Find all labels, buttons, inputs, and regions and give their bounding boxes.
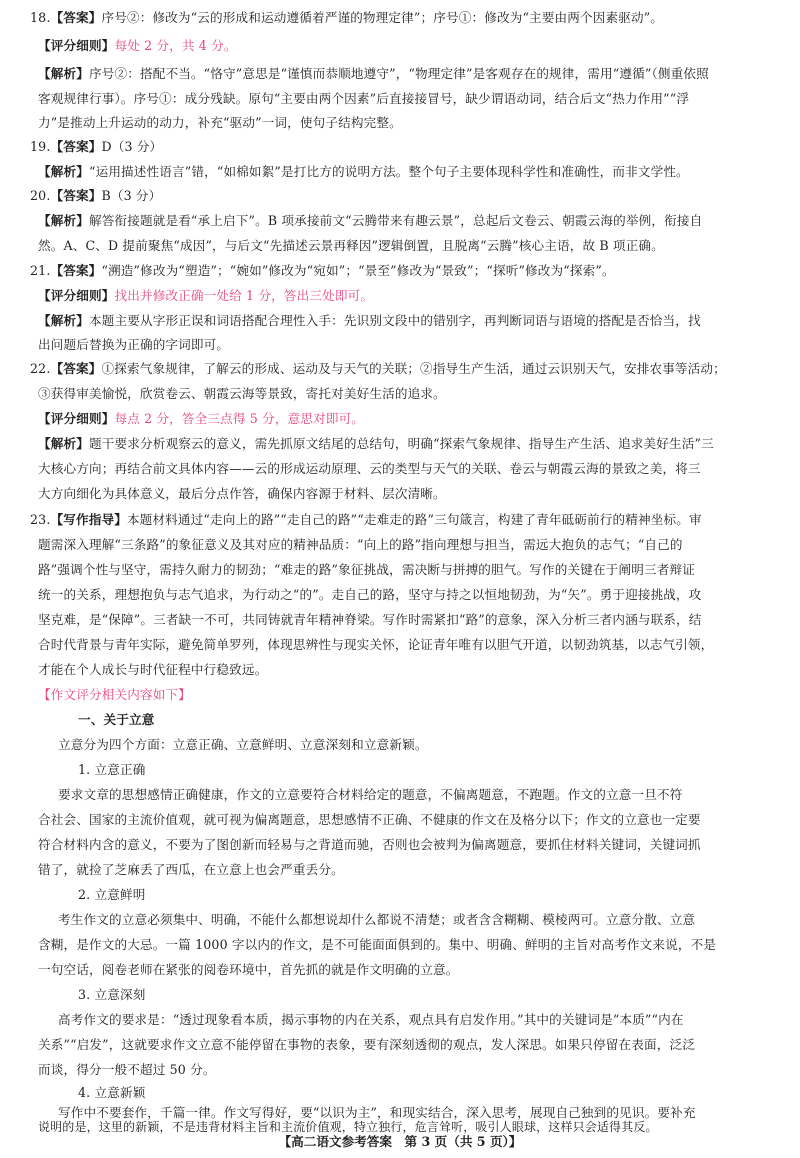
scoring-text: 每处 2 分，共 4 分。 xyxy=(114,38,237,53)
subsection-title: 4. 立意新颖 xyxy=(78,1085,146,1100)
q22-analysis-line: 大核心方向；再结合前文具体内容——云的形成运动原理、云的类型与天气的关联、卷云与朝霞云海的景致之美，将三 xyxy=(38,461,701,476)
paragraph-line: 符合材料内含的意义，不要为了图创新而轻易与之背道而驰，否则也会被判为偏离题意，要抓住材料关键词，关键词抓 xyxy=(38,837,701,852)
analysis-tag: 【解析】 xyxy=(38,436,89,451)
paragraph-line: 要求文章的思想感情正确健康，作文的立意要符合材料给定的题意，不偏离题意，不跑题。作文的立意一旦不符 xyxy=(58,787,683,802)
q18-scoring-line xyxy=(38,37,237,55)
q18-analysis-line: 【解析】序号②：搭配不当。“恪守”意思是“谨慎而恭顺地遵守”，“物理定律”是客观存在的规律，需用“遵循”（侧重依照 xyxy=(38,66,709,81)
q23-guide-line: 合时代背景与青年实际，避免简单罗列，体现思辨性与现实关怀，论证青年唯有以胆气开道，以韧劲筑基，以志气引领， xyxy=(38,637,714,652)
paragraph-line: 关系”“启发”，这就要求作文立意不能停留在事物的表象，要有深刻透彻的观点，发人深思。如果只停留在表面，泛泛 xyxy=(38,1037,695,1052)
answer-tag: 【答案】 xyxy=(50,361,102,376)
q23-guide-line: 统一的关系，理想抱负与志气追求，为行动之“的”。走自己的路，坚守与持之以恒地韧劲，为“矢”。勇于迎接挑战，攻 xyxy=(38,587,702,602)
q18-answer-line: 18.【答案】序号②：修改为“云的形成和运动遵循着严谨的物理定律”；序号①：修改为“主要由两个因素驱动”。 xyxy=(30,10,664,25)
q21-answer-line: 21.【答案】“溯造”修改为“塑造”；“婉如”修改为“宛如”；“景至”修改为“景致”；“探听”修改为“探索”。 xyxy=(30,263,615,278)
answer-tag: 【答案】 xyxy=(50,10,102,25)
q20-answer-line: 20.【答案】B（3 分） xyxy=(30,188,162,203)
paragraph-line: 高考作文的要求是：“透过现象看本质，揭示事物的内在关系，观点具有启发作用。”其中的关键词是“本质”“内在 xyxy=(58,1012,684,1027)
analysis-tag: 【解析】 xyxy=(38,213,89,228)
q23-guide-line: 才能在个人成长与时代征程中行稳致远。 xyxy=(38,662,268,677)
q18-analysis-line: 客观规律行事）。序号①：成分残缺。原句“主要由两个因素”后直接接冒号，缺少谓语动词，结合后文“热力作用”“浮 xyxy=(38,91,690,106)
page-footer: 【高二语文参考答案 第 3 页（共 5 页）】 xyxy=(278,1134,522,1149)
paragraph-line: 合社会、国家的主流价值观，就可视为偏离题意，思想感情不正确、不健康的作文在及格分以下；作文的立意也一定要 xyxy=(38,812,701,827)
q23-guide-line: 坚克难，是“保障”。三者缺一不可，共同铸就青年精神脊梁。写作时需紧扣“路”的意象，深入分析三者内涵与联系，结 xyxy=(38,612,702,627)
q23-guide-line: 路”强调个性与坚守，需持久耐力的韧劲；“难走的路”象征挑战，需决断与拼搏的胆气。写作的关键在于阐明三者辩证 xyxy=(38,562,695,577)
q18-analysis-line: 力”是推动上升运动的动力，补充“驱动”一词，使句子结构完整。 xyxy=(38,115,402,130)
q19-analysis-line: 【解析】“运用描述性语言”错，“如棉如絮”是打比方的说明方法。整个句子主要体现科学性和准确性，而非文学性。 xyxy=(38,164,689,179)
scoring-text: 找出并修改正确一处给 1 分，答出三处即可。 xyxy=(114,288,374,303)
paragraph-line: 写作中不要套作，千篇一律。作文写得好，要“以识为主”，和现实结合，深入思考，展现自己独到的见识。要补充 xyxy=(58,1105,696,1120)
answer-tag: 【答案】 xyxy=(50,139,102,154)
paragraph-line: 而谈，得分一般不超过 50 分。 xyxy=(38,1062,216,1077)
scoring-text: 每点 2 分，答全三点得 5 分，意思对即可。 xyxy=(114,411,365,426)
answer-tag: 【答案】 xyxy=(50,263,102,278)
paragraph-line: 考生作文的立意必须集中、明确，不能什么都想说却什么都说不清楚；或者含含糊糊、模棱两可。立意分散、立意 xyxy=(58,912,696,927)
scoring-tag: 【评分细则】 xyxy=(38,411,115,426)
q19-answer-line: 19.【答案】D（3 分） xyxy=(30,139,163,154)
subsection-title: 2. 立意鲜明 xyxy=(78,887,146,902)
essay-scoring-heading: 【作文评分相关内容如下】 xyxy=(38,687,191,702)
scoring-tag: 【评分细则】 xyxy=(38,38,115,53)
q20-analysis-line: 【解析】解答衔接题就是看“承上启下”。B 项承接前文“云腾带来有趣云景”，总起后文卷云、朝霞云海的举例，衔接自 xyxy=(38,213,703,228)
q23-guide-line: 题需深入理解“三条路”的象征意义及其对应的精神品质：“向上的路”指向理想与担当，需远大抱负的志气；“自己的 xyxy=(38,537,683,552)
section-title: 一、关于立意 xyxy=(78,712,155,727)
q22-analysis-line: 大方向细化为具体意义，最后分点作答，确保内容源于材料、层次清晰。 xyxy=(38,486,446,501)
subsection-title: 1. 立意正确 xyxy=(78,762,146,777)
analysis-tag: 【解析】 xyxy=(38,164,89,179)
q21-analysis-line: 出问题后替换为正确的字词即可。 xyxy=(38,337,230,352)
analysis-tag: 【解析】 xyxy=(38,313,89,328)
paragraph-line: 一句空话，阅卷老师在紧张的阅卷环境中，首先抓的就是作文明确的立意。 xyxy=(38,962,459,977)
section-intro: 立意分为四个方面：立意正确、立意鲜明、立意深刻和立意新颖。 xyxy=(58,737,428,752)
writing-guide-tag: 【写作指导】 xyxy=(50,512,127,527)
q20-analysis-line: 然。A、C、D 提前聚焦“成因”，与后文“先描述云景再释因”逻辑倒置，且脱离“云腾”核心主语，故 B 项正确。 xyxy=(38,238,664,253)
q21-scoring-line xyxy=(38,287,373,305)
paragraph-line: 说明的是，这里的新颖，不是违背材料主旨和主流价值观，特立独行，危言耸听，吸引人眼球，这样只会适得其反。 xyxy=(38,1120,658,1134)
q22-answer-line: 22.【答案】①探索气象规律，了解云的形成、运动及与天气的关联；②指导生产生活，通过云识别天气，安排农事等活动； xyxy=(30,361,726,376)
q22-analysis-line: 【解析】题干要求分析观察云的意义，需先抓原文结尾的总结句，明确“探索气象规律、指导生产生活、追求美好生活”三 xyxy=(38,436,714,451)
scoring-tag: 【评分细则】 xyxy=(38,288,115,303)
q21-analysis-line: 【解析】本题主要从字形正误和词语搭配合理性入手：先识别文段中的错别字，再判断词语与语境的搭配是否恰当，找 xyxy=(38,313,701,328)
analysis-tag: 【解析】 xyxy=(38,66,89,81)
q22-scoring-line xyxy=(38,410,364,428)
paragraph-line: 含糊，是作文的大忌。一篇 1000 字以内的作文，是不可能面面俱到的。集中、明确、鲜明的主旨对高考作文来说，不是 xyxy=(38,937,717,952)
q22-answer-line: ③获得审美愉悦，欣赏卷云、朝霞云海等景致，寄托对美好生活的追求。 xyxy=(38,386,446,401)
paragraph-line: 错了，就捡了芝麻丢了西瓜，在立意上也会严重丢分。 xyxy=(38,862,344,877)
q23-guide-line: 23.【写作指导】本题材料通过“走向上的路”“走自己的路”“走难走的路”三句箴言，构建了青年砥砺前行的精神坐标。审 xyxy=(30,512,702,527)
answer-tag: 【答案】 xyxy=(50,188,102,203)
subsection-title: 3. 立意深刻 xyxy=(78,987,146,1002)
